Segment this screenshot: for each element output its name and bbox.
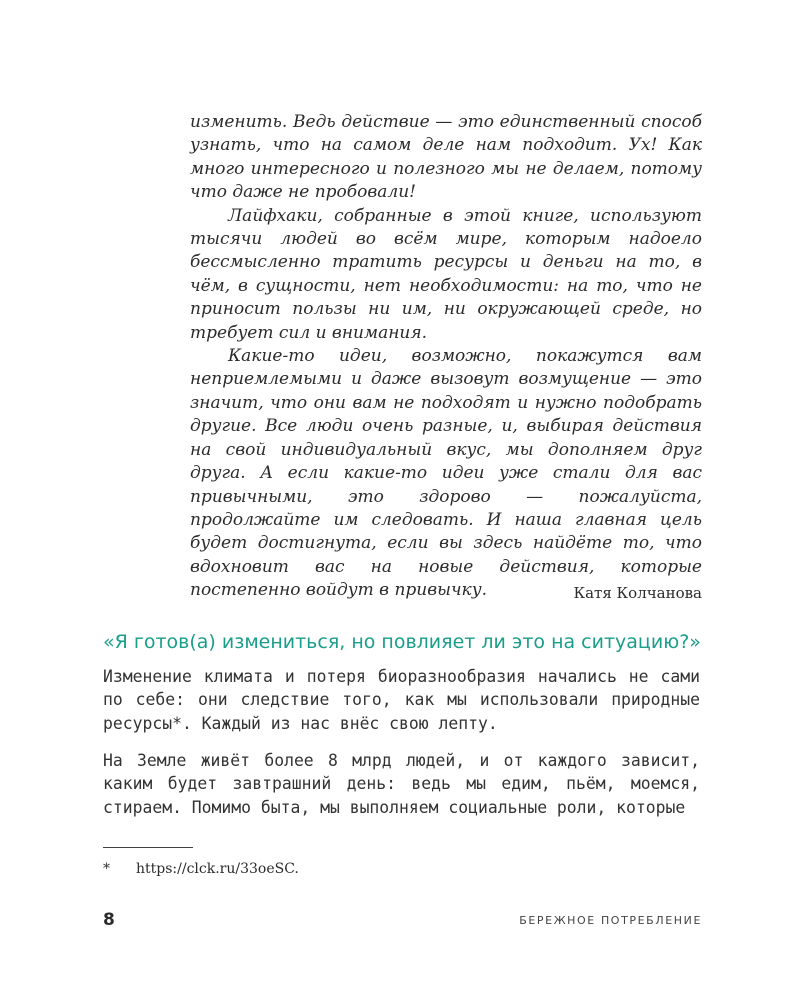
footnote-divider (103, 847, 193, 848)
quote-paragraph: Лайфхаки, собранные в этой книге, используют тысячи людей во всём мире, которым надоело бессмысленно тратить ресурсы и деньги на то, в чём, в сущности, нет необходимости: на то, что не приносит пользы ни им, ни окружающей среде, но требует сил и внимания. (190, 205, 702, 343)
footnote-mark: * (103, 861, 110, 877)
quote-author: Катя Колчанова (573, 584, 702, 602)
page-number: 8 (103, 910, 115, 930)
foreword-quote (190, 111, 702, 603)
body-paragraph: На Земле живёт более 8 млрд людей, и от каждого зависит, каким будет завтрашний день: ведь мы едим, пьём, моемся, стираем. Помимо быта, мы выполняем социальные роли, которые (103, 751, 700, 817)
footnote-link[interactable]: https://clck.ru/33oeSC. (136, 861, 299, 877)
quote-paragraph: Какие-то идеи, возможно, покажутся вам неприемлемыми и даже вызовут возмущение — это значит, что они вам не подходят и нужно подобрать другие. Все люди очень разные, и, выбирая действия на свой индивидуальный вкус, мы дополняем друг друга. А если какие-то идеи уже стали для вас привычными, это здорово — пожалуйста, продолжайте им следовать. И наша главная цель будет достигнута, если вы здесь найдёте то, что вдохновит вас на новые действия, которые постепенно войдут в привычку. (190, 346, 702, 601)
body-paragraph: Изменение климата и потеря биоразнообразия начались не сами по себе: они следствие того, как мы использовали природные ресурсы*. Каждый из нас внёс свою лепту. (103, 667, 700, 733)
running-title: БЕРЕЖНОЕ ПОТРЕБЛЕНИЕ (519, 914, 702, 927)
footnote (103, 860, 299, 878)
quote-paragraph: изменить. Ведь действие — это единственный способ узнать, что на самом деле нам подходит. Ух! Как много интересного и полезного мы не делаем, потому что даже не пробовали! (190, 112, 702, 203)
section-heading: «Я готов(а) измениться, но повлияет ли это на ситуацию?» (103, 631, 701, 653)
